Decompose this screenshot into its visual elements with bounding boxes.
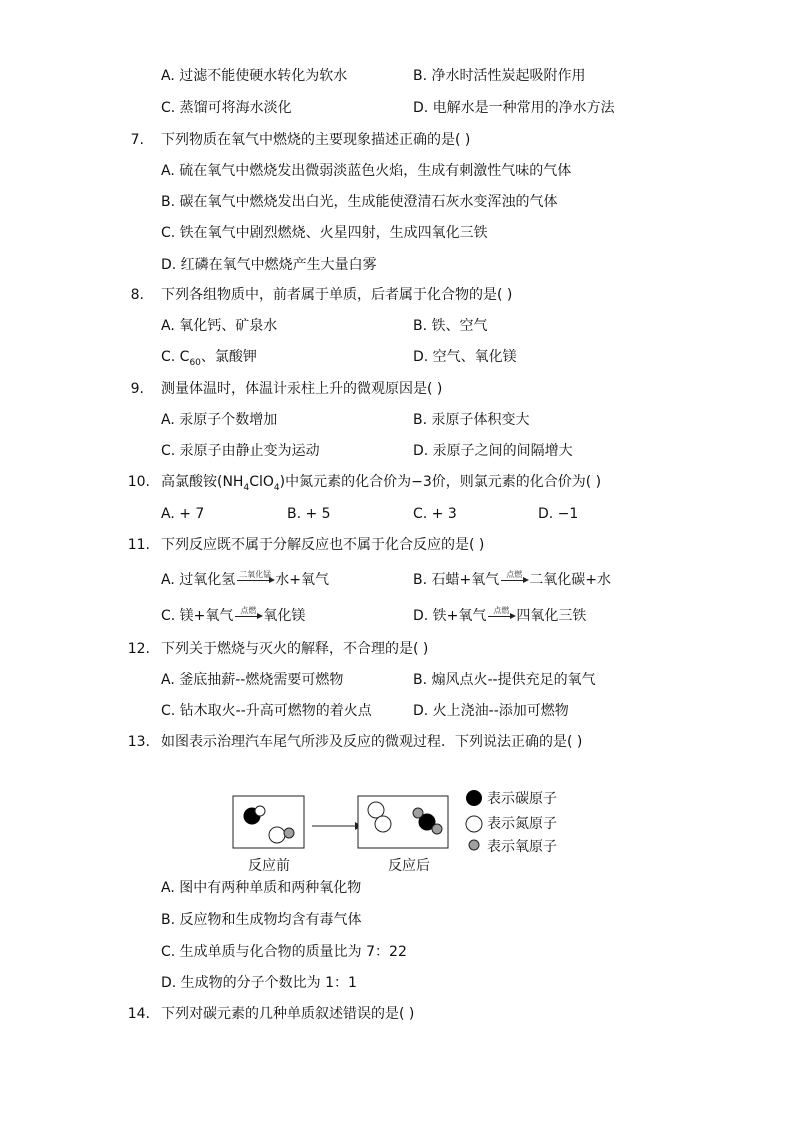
q12-option-b: B. 煽风点火--提供充足的氧气 [413, 672, 596, 688]
q12-option-a: A. 釜底抽薪--燃烧需要可燃物 [161, 672, 344, 688]
legend-nitrogen-icon [466, 816, 482, 832]
question-number: 8. [130, 287, 144, 303]
q7-option-d: D. 红磷在氧气中燃烧产生大量白雾 [161, 257, 377, 273]
q10-option-b: B. + 5 [287, 506, 331, 522]
diagram-after-label: 反应后 [388, 858, 430, 874]
reaction-arrow [486, 606, 516, 626]
stem-part: 高氯酸铵(NH [161, 474, 244, 490]
q8-option-c [161, 347, 257, 373]
question-stem: 下列物质在氧气中燃烧的主要现象描述正确的是( ) [161, 132, 471, 148]
q11-option-d [413, 606, 586, 626]
legend-carbon-label: 表示碳原子 [487, 791, 557, 807]
option-text: 氧化镁 [263, 608, 306, 624]
q10-option-a: A. + 7 [161, 506, 205, 522]
q12-option-c: C. 钻木取火--升高可燃物的着火点 [161, 703, 372, 719]
q8-c-prefix: C. C [161, 349, 190, 365]
option-text: 四氧化三铁 [516, 608, 587, 624]
nitrogen-atom [368, 802, 384, 818]
reaction-arrow [235, 570, 275, 590]
before-box [233, 796, 304, 848]
option-text: D. 铁+氧气 [413, 608, 487, 624]
q13-option-d: D. 生成物的分子个数比为 1：1 [161, 975, 357, 991]
subscript: 4 [273, 482, 280, 493]
arrow-icon [235, 616, 261, 617]
stem-part: ClO [249, 474, 274, 490]
q9-option-a: A. 汞原子个数增加 [161, 412, 278, 428]
question-number: 7. [130, 132, 144, 148]
question-number: 9. [130, 381, 144, 397]
prev-option-b: B. 净水时活性炭起吸附作用 [413, 68, 586, 84]
q13-option-c: C. 生成单质与化合物的质量比为 7：22 [161, 944, 407, 960]
option-text: A. 过氧化氢 [161, 572, 236, 588]
q11-option-c [161, 606, 305, 626]
q9-option-c: C. 汞原子由静止变为运动 [161, 443, 320, 459]
arrow-icon [237, 580, 273, 581]
question-stem: 测量体温时，体温计汞柱上升的微观原因是( ) [161, 381, 443, 397]
stem-part: )中氮元素的化合价为−3价，则氯元素的化合价为( ) [279, 474, 602, 490]
reaction-condition: 点燃 [493, 606, 510, 615]
option-text: 二氧化碳+水 [529, 572, 611, 588]
q8-c-suffix: 、氯酸钾 [200, 349, 257, 365]
q11-option-b [413, 570, 611, 590]
q7-option-c: C. 铁在氧气中剧烈燃烧、火星四射，生成四氧化三铁 [161, 225, 488, 241]
question-stem: 如图表示治理汽车尾气所涉及反应的微观过程．下列说法正确的是( ) [161, 734, 583, 750]
reaction-condition: 点燃 [506, 570, 523, 579]
question-stem: 下列对碳元素的几种单质叙述错误的是( ) [161, 1006, 415, 1022]
question-stem [161, 472, 601, 498]
oxygen-atom [432, 824, 442, 834]
q13-option-a: A. 图中有两种单质和两种氧化物 [161, 880, 362, 896]
option-text: 水+氧气 [275, 572, 329, 588]
q13-option-b: B. 反应物和生成物均含有毒气体 [161, 912, 362, 928]
question-stem: 下列关于燃烧与灭火的解释，不合理的是( ) [161, 641, 429, 657]
q8-option-d: D. 空气、氧化镁 [413, 349, 517, 365]
q11-option-a [161, 570, 329, 590]
q7-option-b: B. 碳在氧气中燃烧发出白光，生成能使澄清石灰水变浑浊的气体 [161, 194, 558, 210]
q10-option-d: D. −1 [538, 506, 579, 522]
question-stem: 下列反应既不属于分解反应也不属于化合反应的是( ) [161, 537, 485, 553]
reaction-arrow [233, 606, 263, 626]
q9-option-d: D. 汞原子之间的间隔增大 [413, 443, 573, 459]
q8-c-subscript: 60 [189, 357, 201, 368]
arrow-icon [488, 616, 514, 617]
question-number: 12. [127, 641, 150, 657]
q8-option-b: B. 铁、空气 [413, 318, 488, 334]
question-number: 13. [127, 734, 150, 750]
prev-option-c: C. 蒸馏可将海水淡化 [161, 100, 292, 116]
subscript: 4 [243, 482, 250, 493]
diagram-before-label: 反应前 [248, 858, 290, 874]
oxygen-atom [255, 806, 265, 816]
legend-oxygen-icon [469, 840, 479, 850]
q7-option-a: A. 硫在氧气中燃烧发出微弱淡蓝色火焰，生成有刺激性气味的气体 [161, 163, 572, 179]
option-text: B. 石蜡+氧气 [413, 572, 500, 588]
oxygen-atom [413, 808, 423, 818]
legend-carbon-icon [466, 790, 482, 806]
question-number: 11. [127, 537, 150, 553]
nitrogen-atom [269, 827, 285, 843]
question-number: 10. [127, 474, 150, 490]
question-stem: 下列各组物质中，前者属于单质，后者属于化合物的是( ) [161, 287, 513, 303]
option-text: C. 镁+氧气 [161, 608, 234, 624]
nitrogen-atom [375, 816, 391, 832]
q9-option-b: B. 汞原子体积变大 [413, 412, 530, 428]
q12-option-d: D. 火上浇油--添加可燃物 [413, 703, 569, 719]
prev-option-d: D. 电解水是一种常用的净水方法 [413, 100, 615, 116]
q8-option-a: A. 氧化钙、矿泉水 [161, 318, 278, 334]
reaction-arrow [499, 570, 529, 590]
reaction-condition: 点燃 [240, 606, 257, 615]
legend-nitrogen-label: 表示氮原子 [487, 816, 557, 832]
prev-option-a: A. 过滤不能使硬水转化为软水 [161, 68, 348, 84]
question-number: 14. [127, 1006, 150, 1022]
q10-option-c: C. + 3 [413, 506, 457, 522]
oxygen-atom [284, 828, 294, 838]
arrow-icon [501, 580, 527, 581]
legend-oxygen-label: 表示氧原子 [487, 839, 557, 855]
reaction-condition: 二氧化锰 [239, 570, 272, 579]
